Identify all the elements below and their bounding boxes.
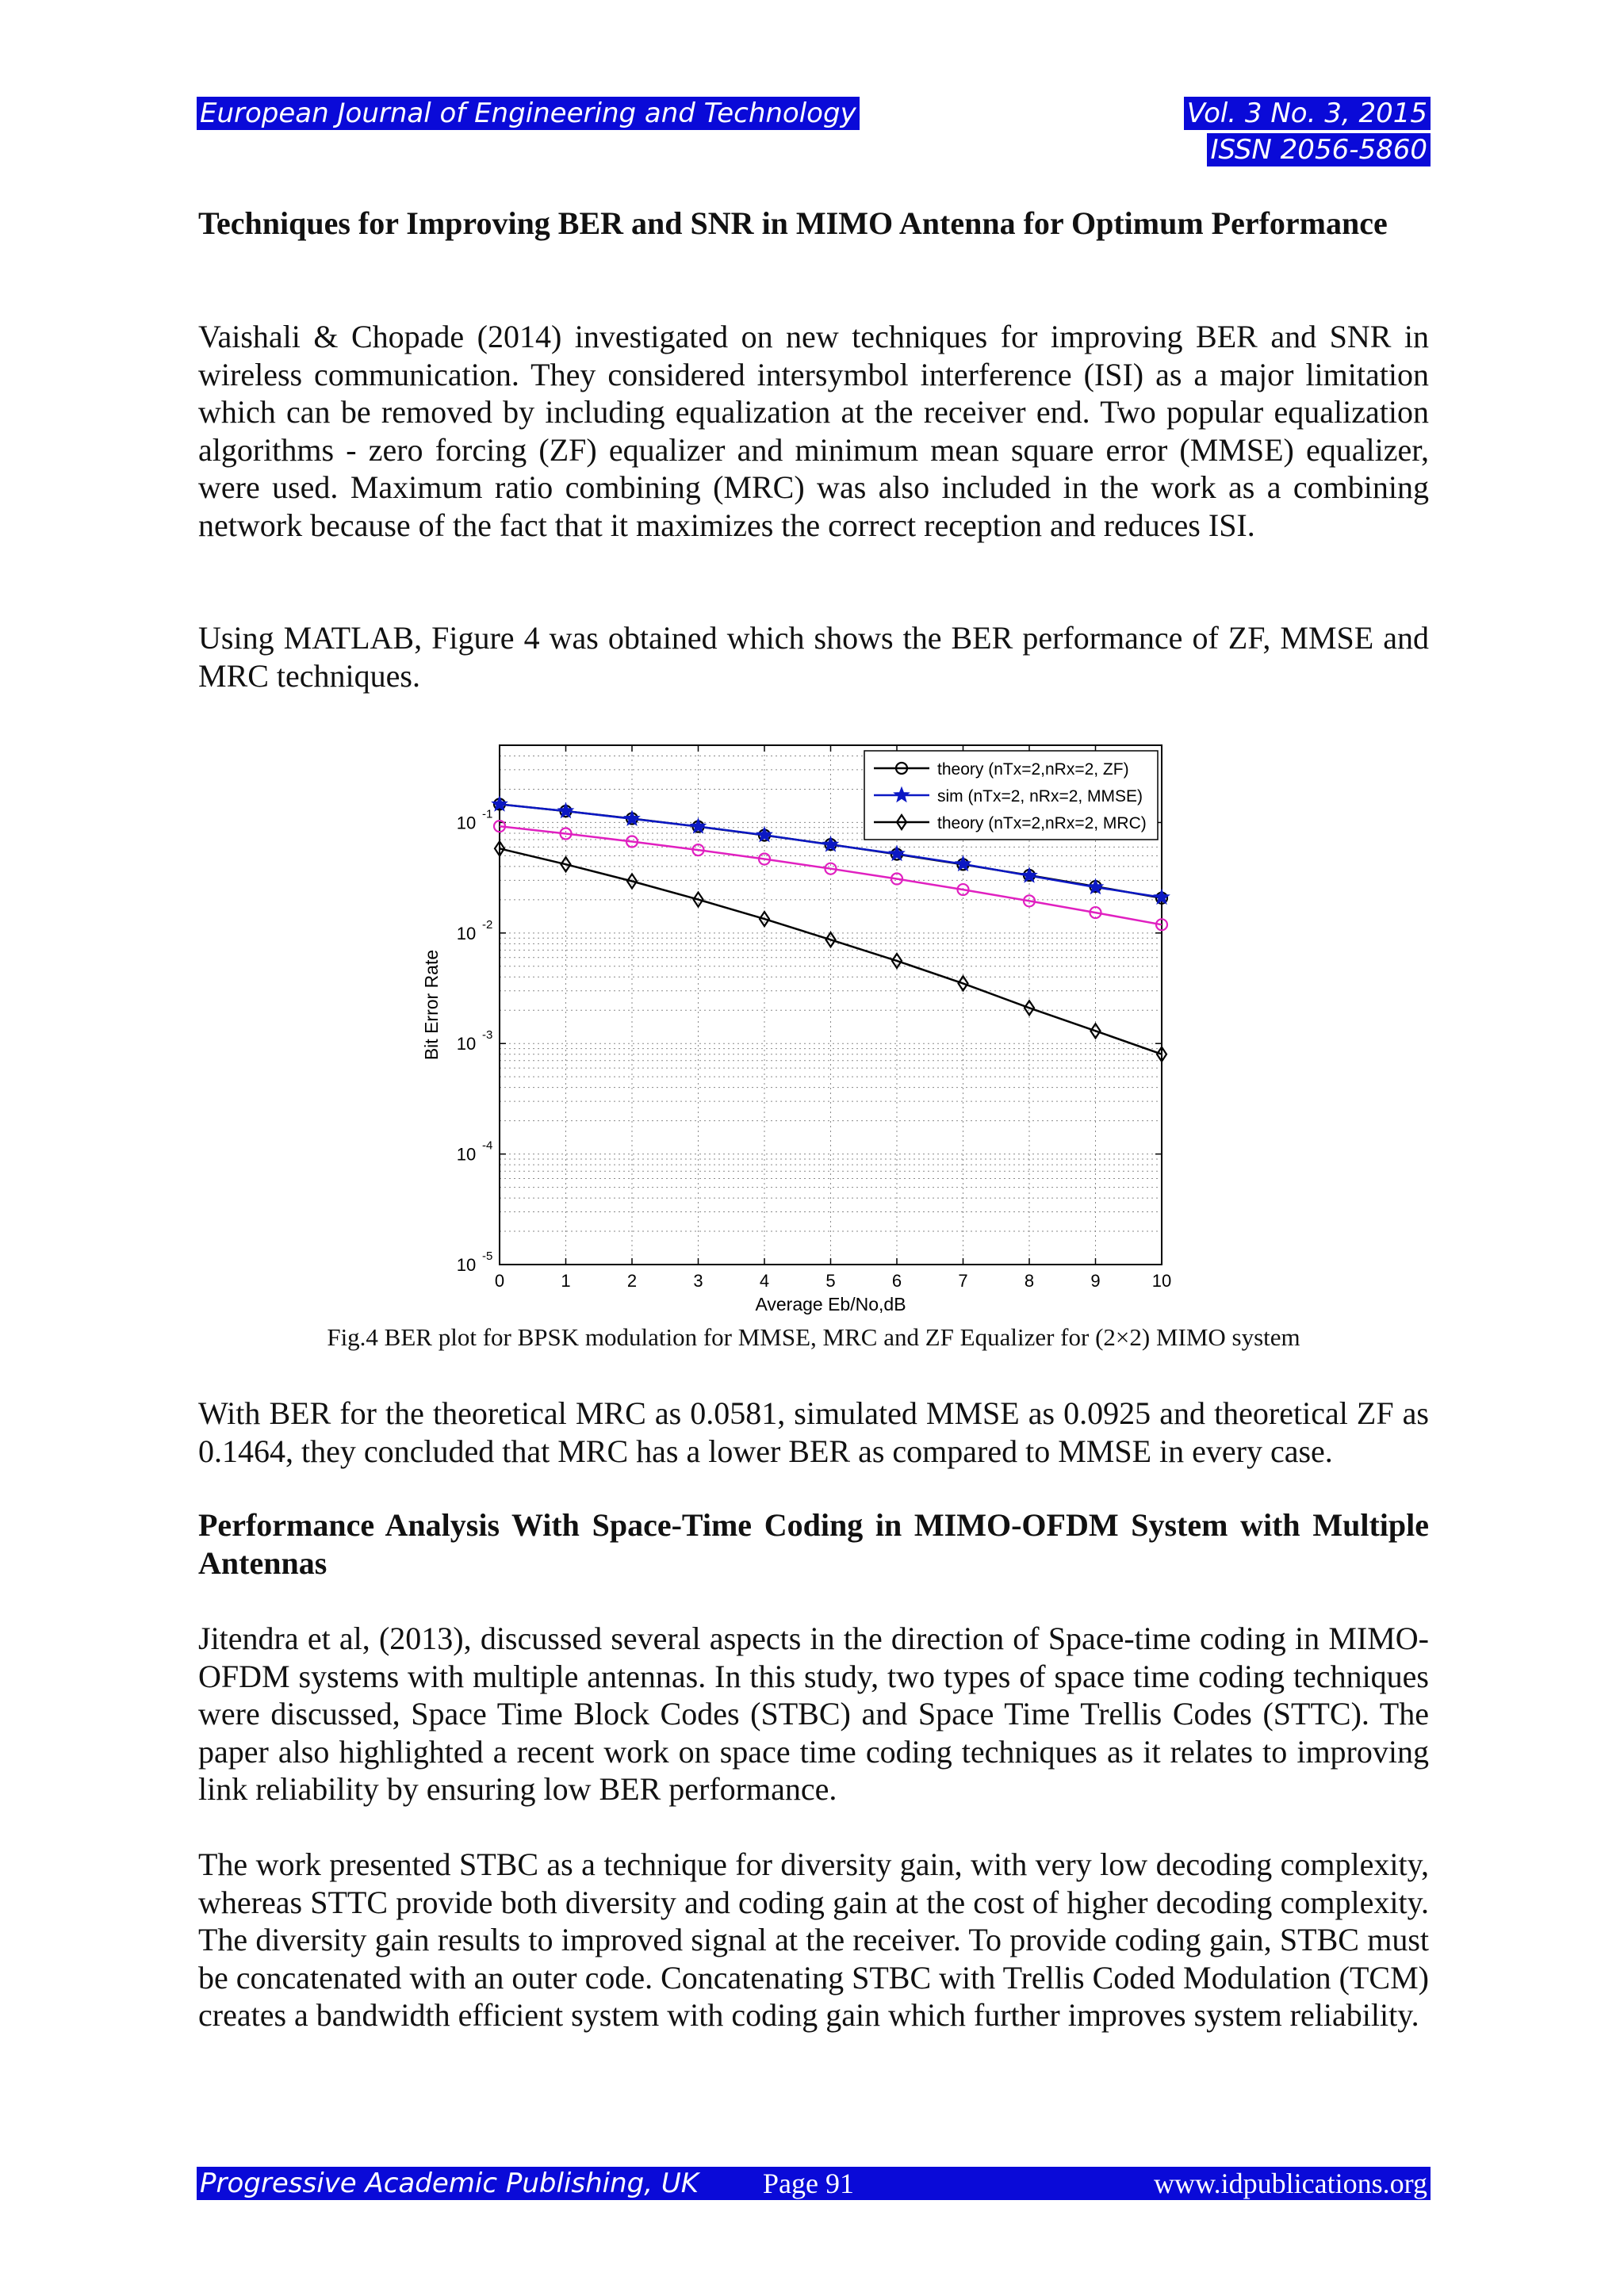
paragraph-jitendra: Jitendra et al, (2013), discussed several aspects in the direction of Space-time coding in MIMO-OFDM systems with multiple antennas. In this study, two types of space time coding techniques were discussed, Space Time Block Codes (STBC) and Space Time Trellis Codes (STTC). The paper also highlighted a recent work on space time coding techniques as it relates to improving link reliability by ensuring low BER performance. bbox=[198, 1621, 1429, 1807]
y-tick-exponent: -2 bbox=[482, 917, 493, 932]
volume-info: Vol. 3 No. 3, 2015 bbox=[1184, 97, 1431, 130]
journal-name: European Journal of Engineering and Technology bbox=[197, 97, 860, 130]
x-tick-label: 7 bbox=[958, 1271, 968, 1291]
y-tick-label: 10 bbox=[456, 1255, 477, 1275]
footer-page-number: Page 91 bbox=[763, 2168, 854, 2199]
y-tick-exponent: -4 bbox=[482, 1138, 493, 1153]
y-axis-label: Bit Error Rate bbox=[421, 949, 442, 1061]
y-tick-label: 10 bbox=[456, 1034, 477, 1054]
y-tick-label: 10 bbox=[456, 1144, 477, 1165]
paragraph-vaishali: Vaishali & Chopade (2014) investigated on new techniques for improving BER and SNR in wireless communication. They considered intersymbol interference (ISI) as a major limitation which can be removed by including equalization at the receiver end. Two popular equalization algorithms - zero forcing (ZF) equalizer and minimum mean square error (MMSE) equalizer, were used. Maximum ratio combining (MRC) was also included in the work as a combining network because of the fact that it maximizes the correct reception and reduces ISI. bbox=[198, 319, 1429, 543]
x-tick-label: 4 bbox=[759, 1271, 770, 1291]
legend bbox=[864, 751, 1158, 840]
paragraph-stbc: The work presented STBC as a technique for diversity gain, with very low decoding complexity, whereas STTC provide both diversity and coding gain at the cost of higher decoding complexity. The diversity gain results to improved signal at the receiver. To provide coding gain, STBC must be concatenated with an outer code. Concatenating STBC with Trellis Coded Modulation (TCM) creates a bandwidth efficient system with coding gain which further improves system reliability. bbox=[198, 1846, 1429, 2033]
y-tick-exponent: -5 bbox=[482, 1249, 493, 1263]
x-tick-label: 5 bbox=[825, 1271, 836, 1291]
x-tick-label: 9 bbox=[1090, 1271, 1101, 1291]
x-tick-label: 6 bbox=[891, 1271, 902, 1291]
y-tick-label: 10 bbox=[456, 813, 477, 833]
footer-bar bbox=[197, 2167, 1431, 2200]
section-title-space-time: Performance Analysis With Space-Time Coding in MIMO-OFDM System with Multiple Antennas bbox=[198, 1507, 1429, 1581]
y-tick-exponent: -3 bbox=[482, 1028, 493, 1043]
x-tick-label: 1 bbox=[561, 1271, 571, 1291]
paragraph-matlab: Using MATLAB, Figure 4 was obtained which shows the BER performance of ZF, MMSE and MRC techniques. bbox=[198, 620, 1429, 694]
ber-chart bbox=[420, 733, 1182, 1320]
x-tick-label: 10 bbox=[1151, 1271, 1172, 1291]
footer-website[interactable]: www.idpublications.org bbox=[1154, 2168, 1427, 2199]
x-tick-label: 8 bbox=[1024, 1271, 1035, 1291]
issn: ISSN 2056-5860 bbox=[1207, 133, 1431, 166]
legend-entry: theory (nTx=2,nRx=2, ZF) bbox=[937, 760, 1129, 779]
legend-entry: theory (nTx=2,nRx=2, MRC) bbox=[937, 814, 1147, 832]
legend-entry: sim (nTx=2, nRx=2, MMSE) bbox=[937, 787, 1143, 806]
y-tick-label: 10 bbox=[456, 923, 477, 943]
paragraph-ber-results: With BER for the theoretical MRC as 0.0581, simulated MMSE as 0.0925 and theoretical ZF as 0.1464, they concluded that MRC has a lower BER as compared to MMSE in every case. bbox=[198, 1395, 1429, 1469]
y-tick-exponent: -1 bbox=[482, 807, 493, 821]
section-title-ber-snr: Techniques for Improving BER and SNR in MIMO Antenna for Optimum Performance bbox=[198, 205, 1388, 241]
footer-publisher: Progressive Academic Publishing, UK bbox=[200, 2168, 699, 2199]
x-tick-label: 0 bbox=[494, 1271, 505, 1291]
figure-caption: Fig.4 BER plot for BPSK modulation for MMSE, MRC and ZF Equalizer for (2×2) MIMO system bbox=[327, 1323, 1300, 1351]
x-tick-label: 2 bbox=[626, 1271, 638, 1291]
x-tick-label: 3 bbox=[693, 1271, 703, 1291]
x-axis-label: Average Eb/No,dB bbox=[755, 1294, 906, 1314]
